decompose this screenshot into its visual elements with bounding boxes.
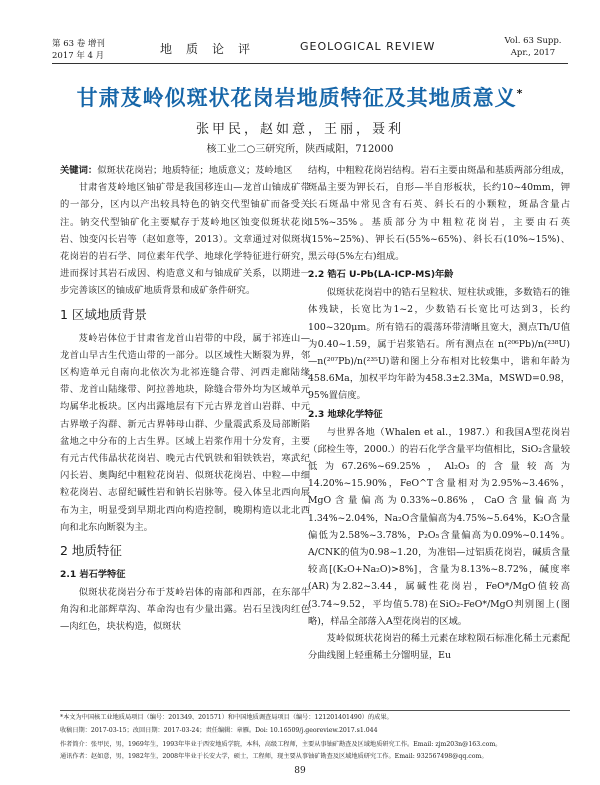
section-2-1-heading: 2.1 岩石学特征: [60, 569, 126, 581]
keywords-label: 关键词：: [60, 165, 98, 176]
footnote-dates: 收稿日期：2017-03-15；改回日期：2017-03-24；责任编辑：章雁。Doi: 10.16509/j.georeview.2017.s1.044: [60, 727, 378, 734]
section-2-1-paragraph: 似斑状花岗岩分布于芨岭岩体的南部和西部，在东部牛角沟和北部辉草沟、革命沟也有少量出露。岩石呈浅肉红色—肉红色，块状构造，似斑状: [60, 587, 310, 633]
keywords: [60, 162, 310, 179]
left-column: [60, 162, 310, 636]
footnote-funding: *本文为中国核工业地质局项目（编号：201349、201571）和中国地质调查局项目（编号：121201401490）的成果。: [60, 714, 393, 721]
header-date-cn: 2017 年 4 月: [52, 51, 105, 61]
footnote-rule: [60, 710, 570, 711]
footnote-author: 作者简介：张甲民，男，1969年生，1993年毕业于西安地质学院，本科，高级工程师，主要从事铀矿勘查及区域地质研究工作。Email: zjm203n@163.com。: [60, 741, 502, 748]
section-1-heading: 1 区域地质背景: [60, 306, 147, 322]
title-footnote-mark: *: [516, 87, 524, 100]
header-right: [498, 35, 568, 59]
section-2-3-paragraph: 与世界各地（Whalen et al.，1987.）和我国A型花岗岩（邱检生等，2000.）的岩石化学含量平均值相比，SiO₂含量较低为67.26%~69.25%，Al₂O₃的含量较高为14.20%~15.90%，FeO^T含量相对为2.95%~3.46%，MgO含量偏高为0.33%~0.86%，CaO含量偏高为1.34%~2.04%，Na₂O含量偏高为4.75%~5.64%，K₂O含量偏低为2.58%~3.78%，P₂O₅含量偏高为0.09%~0.14%。A/CNK的值为0.98~1.20，为准铝—过铝质花岗岩，碱质含量较高[(K₂O+Na₂O)>8%]，含量为8.13%~8.72%，碱度率(AR)为2.82~3.44，属碱性花岗岩，FeO*/MgO值较高(3.74~9.52，平均值5.78)在SiO₂-FeO*/MgO判别图上(图略)，样品全部落入A型花岗岩的区域。: [308, 426, 570, 627]
affiliation: 核工业二○三研究所，陕西咸阳，712000: [206, 144, 394, 155]
page-number: 89: [294, 766, 306, 776]
keywords-text: 似斑状花岗岩；地质特征；地质意义；芨岭地区: [97, 165, 293, 176]
header-volume-cn: 第 63 卷 增刊: [52, 39, 105, 49]
section-2-1-continued: 结构，中粗粒花岗岩结构。岩石主要由斑晶和基质两部分组成，斑晶主要为钾长石，自形—半自形板状，长约10~40mm，钾长石斑晶中常见含有石英、斜长石的小颗粒，斑晶含量占15%~35%。基质部分为中粗粒花岗岩，主要由石英(15%~25%)、钾长石(55%~65%)、斜长石(10%~15%)、黑云母(5%左右)组成。: [308, 165, 570, 263]
section-2-2-heading: 2.2 锆石 U-Pb(LA-ICP-MS)年龄: [308, 269, 454, 281]
section-2-3-heading: 2.3 地球化学特征: [308, 408, 383, 420]
section-2-2-paragraph: 似斑状花岗岩中的锆石呈粒状、短柱状或锥，多数锆石的锥体残缺，长宽比为1~2，少数锆石长宽比可达到3，长约100~320μm。所有锆石的震荡环带清晰且宽大，测点Th/U值为0.40~1.59，属于岩浆锆石。所有测点在 n(²⁰⁶Pb)/n(²³⁸U)—n(²⁰⁷Pb)/n(²³⁵U)谐和图上分布相对比较集中，谐和年龄为458.6Ma，加权平均年龄为458.3±2.3Ma，MSWD=0.98，95%置信度。: [308, 287, 570, 402]
right-column: [308, 162, 570, 664]
section-1-paragraph: 芨岭岩体位于甘肃省龙首山岩带的中段，属于祁连山—龙首山早古生代造山带的一部分。以区域性大断裂为界，邻区构造单元自南向北依次为北祁连缝合带、河西走廊陆缘带、龙首山陆缘带、阿拉善地块，除缝合带外均为区域单元均属华北板块。区内出露地层有下元古界龙首山岩群、中元古界墩子沟群、新元古界韩母山群、少量震武系及局部断陷盆地之中分布的上古生界。区域上岩浆作用十分发育，主要有元古代伟晶状花岗岩、晚元古代钒铁和钼铁铁岩，寒武纪闪长岩、奥陶纪中粗粒花岗岩、似斑状花岗岩、中粒—中细粒花岗岩、志留纪碱性岩和钠长岩脉等。侵入体呈北西向展布为主，明显受到早期北西向构造控制，晚期构造以北北西向和北东向断裂为主。: [60, 332, 310, 533]
header-rule: [52, 63, 568, 64]
section-2-heading: 2 地质特征: [60, 543, 122, 559]
header-volume-en: Vol. 63 Supp.: [504, 36, 562, 46]
intro-paragraph: 甘肃省芨岭地区铀矿带是我国移连山—龙首山铀成矿带的一部分，区内以产出较具特色的钠交代型铀矿而备受关注。钠交代型铀矿化主要赋存于芨岭地区蚀变似斑状花岗岩、蚀变闪长岩等（赵如意等，2013）。文章通过对似斑状花岗岩的岩石学、同位素年代学、地球化学特征进行研究，进而探讨其岩石成因、构造意义和与铀成矿关系，以期进一步完善该区的铀成矿地质背景和成矿条件研究。: [60, 182, 310, 297]
ree-paragraph: 芨岭似斑状花岗岩的稀土元素在球粒陨石标准化稀土元素配分曲线图上轻重稀土分馏明显，Eu: [308, 633, 570, 662]
authors: 张甲民，赵如意，王丽，聂利: [195, 122, 404, 137]
header-journal-cn: 地质论评: [160, 42, 265, 56]
paper-title: [0, 82, 600, 112]
header-journal-en: GEOLOGICAL REVIEW: [300, 40, 436, 53]
header-date-en: Apr., 2017: [510, 48, 556, 58]
header-left: [52, 38, 105, 62]
footnote-corresponding: 通讯作者：赵如意，男，1982年生，2008年毕业于长安大学，硕士，工程师，现主要从事铀矿勘查及区域地质研究工作。Email: 932567498@qq.com。: [60, 753, 488, 760]
paper-title-text: 甘肃芨岭似斑状花岗岩地质特征及其地质意义: [76, 86, 517, 110]
